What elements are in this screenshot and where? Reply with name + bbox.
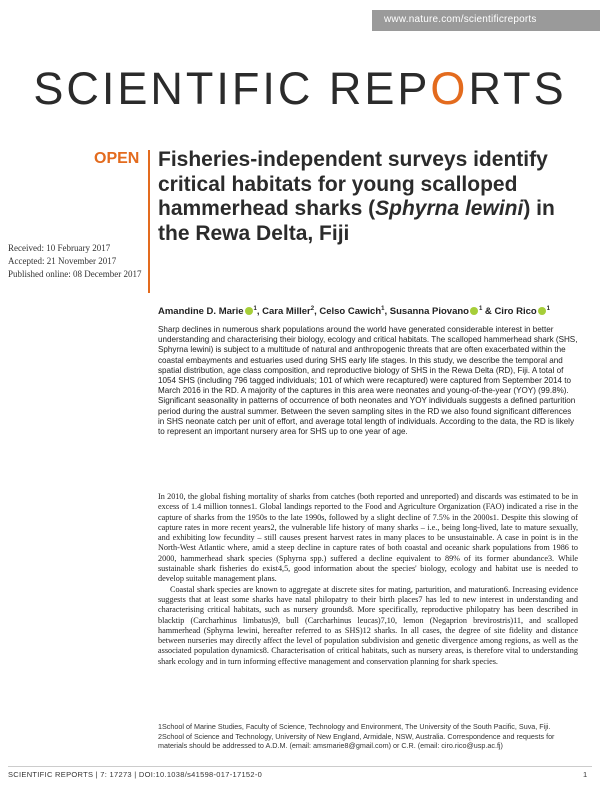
author-affiliation-mark: 2 bbox=[310, 305, 315, 312]
article-title-part-1: Fisheries-independent surveys identify critical habitats for young scalloped hammerhead sharks ( bbox=[158, 148, 548, 220]
author-affiliation-mark: 1 bbox=[546, 305, 551, 312]
author-affiliation-mark: 1 bbox=[478, 305, 483, 312]
open-access-badge: OPEN bbox=[94, 150, 140, 167]
title-divider bbox=[148, 150, 150, 293]
footer-citation: SCIENTIFIC REPORTS | 7: 17273 | DOI:10.1038/s41598-017-17152-0 bbox=[8, 770, 263, 779]
url-bar[interactable] bbox=[372, 10, 600, 31]
article-body bbox=[158, 492, 578, 667]
received-date: Received: 10 February 2017 bbox=[8, 243, 111, 253]
orcid-icon[interactable] bbox=[245, 307, 253, 315]
journal-logo bbox=[0, 63, 600, 114]
author-affiliation-mark: 1 bbox=[253, 305, 257, 312]
journal-name-part-a: SCIENTIFIC REP bbox=[33, 63, 431, 114]
author-affiliation-mark: 1 bbox=[381, 305, 385, 312]
article-title-part-2: ) in the Rewa Delta, Fiji bbox=[158, 197, 555, 245]
orcid-icon[interactable] bbox=[538, 307, 546, 315]
published-date: Published online: 08 December 2017 bbox=[8, 269, 142, 279]
journal-name-o: O bbox=[430, 63, 469, 114]
article-title-species: Sphyrna lewini bbox=[375, 197, 524, 220]
accepted-date: Accepted: 21 November 2017 bbox=[8, 256, 117, 266]
author-name[interactable]: Ciro Rico bbox=[494, 306, 537, 317]
author-name[interactable]: Amandine D. Marie bbox=[158, 306, 244, 317]
footer-rule bbox=[8, 766, 592, 767]
body-paragraph: In 2010, the global fishing mortality of sharks from catches (both reported and unreported) and discards was estimated to be in excess of 1.4 million tonnes1. Global landings reported to the Food and Agriculture Organization (FAO) indicated a rise in the capture of sharks from the 1950s to the late 1990s, followed by a slight decline of 7.5% in the 2000s1. Despite this slowing of capture rates in more recent years2, the vulnerable life history of many sharks – i.e., being long-lived, late to mature sexually, and exhibiting low fecundity – still causes present harvest rates in many places to be unsustainable. A case in point is in the North-West Atlantic where, amid a steep decline in capture rates of both coastal and oceanic shark populations from 1986 to 2000, hammerhead shark species (Sphyrna spp.) suffered a decline equivalent to 89% of its former abundance3. While sustainable shark fisheries do exist4,5, good information about the species' biology, ecology and habitat use is needed to develop suitable management plans. bbox=[158, 492, 578, 584]
author-name[interactable]: Celso Cawich bbox=[319, 306, 382, 317]
author-name[interactable]: Cara Miller bbox=[262, 306, 311, 317]
body-paragraph: Coastal shark species are known to aggregate at discrete sites for mating, parturition, and maturation6. Increasing evidence suggests that at least some sharks have natal philopatry to their birth places7 has led to new interest in understanding and characterising critical habitats, such as nursery grounds8. More specifically, reproductive philopatry has been described in blacktip (Carcharhinus limbatus)9, bull (Carcharhinus leucas)7,10, lemon (Negaprion brevirostris)11, and scalloped hammerhead (Sphyrna lewini, hereafter referred to as SHS)12 sharks. In all cases, the degree of site fidelity and distance between nurseries may directly affect the level of population subdivision and genetic divergence among regions, as well as the associated population dynamics8. Characterisation of critical habitats, such as nursery areas, is therefore vital to understanding shark ecology and in turn informing effective management and conservation planning for shark species. bbox=[158, 584, 578, 666]
affiliations: 1School of Marine Studies, Faculty of Science, Technology and Environment, The University of the South Pacific, Suva, Fiji. 2School of Science and Technology, University of New England, Armidale, NSW, Australia. Correspondence and requests for materials should be addressed to A.D.M. (email: amsmarie8@gmail.com) or C.R. (email: ciro.rico@usp.ac.fj) bbox=[158, 722, 555, 750]
page-number: 1 bbox=[583, 770, 588, 779]
article-dates bbox=[8, 242, 141, 281]
article-title bbox=[158, 148, 578, 246]
journal-url[interactable]: www.nature.com/scientificreports bbox=[384, 14, 537, 25]
author-list: Amandine D. Marie $^1$, Cara Miller$^2$, Celso Cawich$^1$, Susanna Piovano $^1$ & Ciro Rico $^1$ bbox=[158, 305, 551, 317]
author-name[interactable]: Susanna Piovano bbox=[389, 306, 469, 317]
abstract: Sharp declines in numerous shark populations around the world have generated considerable interest in better understanding and characterising their biology, ecology and critical habitats. The scalloped hammerhead shark (SHS, Sphyrna lewini) is subject to a multitude of natural and anthropogenic threats that are often exacerbated within the coastal embayments and estuaries used during SHS early life stages. In this study, we describe the temporal and spatial distribution, age class composition, and reproductive biology of SHS in the Rewa Delta (RD), Fiji. A total of 1054 SHS (including 796 tagged individuals; 101 of which were recaptured) were captured from September 2014 to March 2016 in the RD. A majority of the captures in this area were neonates and young-of-the-year (YOY) (99.8%). Significant seasonality in patterns of occurrence of both neonates and YOY individuals suggests a defined parturition period during the austral summer. Between the seven sampling sites in the RD we also found significant differences in SHS neonate catch per unit of effort, and average total length of individuals. According to the data, the RD is likely to represent an important nursery area for SHS up to one year of age. bbox=[158, 325, 578, 437]
journal-name-part-b: RTS bbox=[468, 63, 567, 114]
orcid-icon[interactable] bbox=[470, 307, 478, 315]
